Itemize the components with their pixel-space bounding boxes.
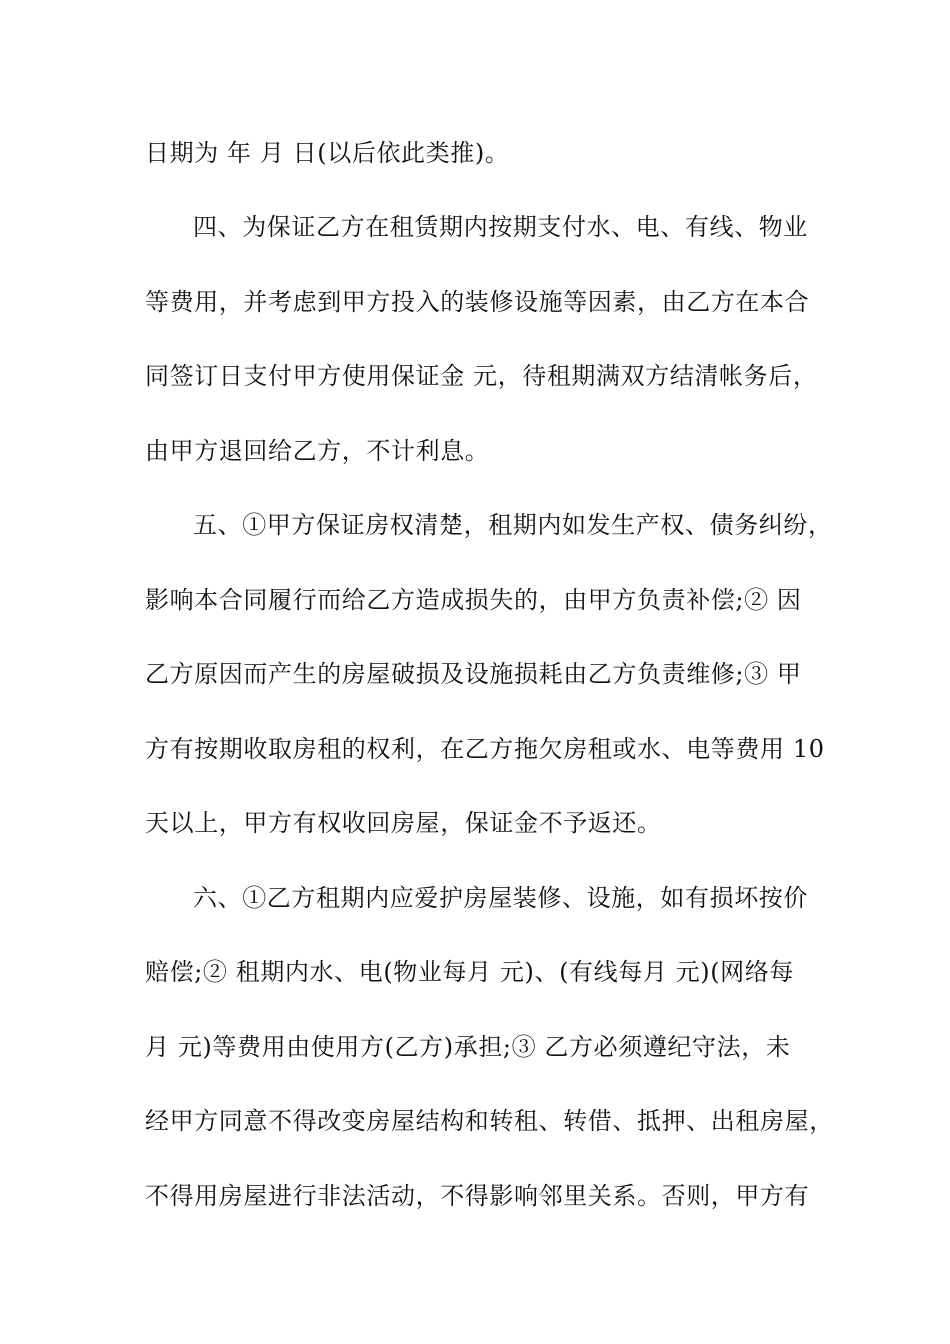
paragraph-4-line: 四、为保证乙方在租赁期内按期支付水、电、有线、物业 — [193, 213, 808, 241]
text-line: 方有按期收取房租的权利，在乙方拖欠房租或水、电等费用 10 — [145, 735, 825, 763]
text-line: 不得用房屋进行非法活动，不得影响邻里关系。否则，甲方有 — [145, 1182, 810, 1210]
text-line: 赔偿;② 租期内水、电(物业每月 元)、(有线每月 元)(网络每 — [145, 958, 794, 986]
text-line: 影响本合同履行而给乙方造成损失的，由甲方负责补偿;② 因 — [145, 586, 802, 614]
text-line: 日期为 年 月 日(以后依此类推)。 — [145, 139, 510, 167]
text-line: 乙方原因而产生的房屋破损及设施损耗由乙方负责维修;③ 甲 — [145, 660, 802, 688]
paragraph-6-line: 六、①乙方租期内应爱护房屋装修、设施，如有损坏按价 — [193, 884, 808, 912]
text-line: 同签订日支付甲方使用保证金 元，待租期满双方结清帐务后， — [145, 362, 818, 390]
text-line: 经甲方同意不得改变房屋结构和转租、转借、抵押、出租房屋， — [145, 1107, 834, 1135]
text-line: 月 元)等费用由使用方(乙方)承担;③ 乙方必须遵纪守法，未 — [145, 1033, 791, 1061]
text-line: 天以上，甲方有权收回房屋，保证金不予返还。 — [145, 809, 662, 837]
paragraph-5-line: 五、①甲方保证房权清楚，租期内如发生产权、债务纠纷， — [193, 511, 833, 539]
text-line: 等费用，并考虑到甲方投入的装修设施等因素，由乙方在本合 — [145, 288, 810, 316]
text-line: 由甲方退回给乙方，不计利息。 — [145, 437, 490, 465]
